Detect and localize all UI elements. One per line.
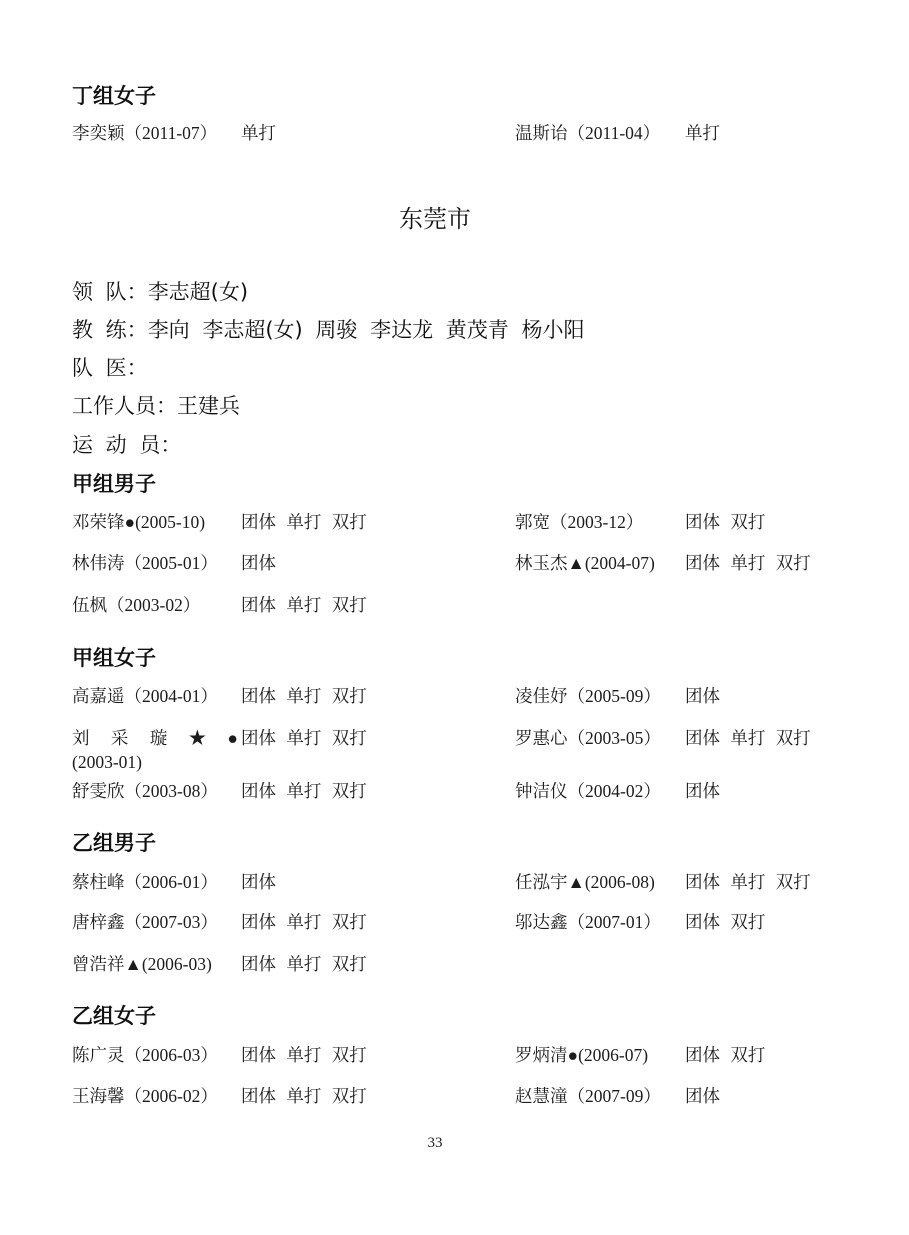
athlete-name: 曾浩祥▲(2006-03) xyxy=(72,954,212,974)
athlete-events: 团体 双打 xyxy=(685,912,766,932)
athlete-name: 温斯诒（2011-04） xyxy=(515,123,661,143)
group-heading-a-women: 甲组女子 xyxy=(72,646,156,670)
city-title: 东莞市 xyxy=(399,207,471,233)
athlete-name: 林玉杰▲(2004-07) xyxy=(515,553,655,573)
staff-line-coach xyxy=(72,317,584,343)
athlete-events: 团体 单打 双打 xyxy=(685,872,811,892)
group-heading-a-men: 甲组男子 xyxy=(72,472,156,496)
athlete-name: 邓荣锋●(2005-10) xyxy=(72,512,206,532)
staff-label: 领 队： xyxy=(72,280,148,304)
group-heading-b-men: 乙组男子 xyxy=(72,831,156,855)
athlete-name-line-1: 刘 采 璇 ★ ● xyxy=(72,728,238,748)
athlete-name: 舒雯欣（2003-08） xyxy=(72,781,218,801)
group-heading-ding-women: 丁组女子 xyxy=(72,84,156,108)
staff-line-worker xyxy=(72,393,240,419)
athlete-events: 团体 xyxy=(685,781,720,801)
athlete-events: 团体 单打 双打 xyxy=(241,954,367,974)
athlete-events: 单打 xyxy=(685,123,720,143)
staff-value: 李志超(女) xyxy=(147,280,249,304)
athletes-label: 运 动 员： xyxy=(72,433,182,457)
athlete-name: 伍枫（2003-02） xyxy=(72,595,201,615)
athlete-name: 高嘉遥（2004-01） xyxy=(72,686,218,706)
athlete-name: 凌佳妤（2005-09） xyxy=(515,686,661,706)
athlete-events: 团体 单打 双打 xyxy=(241,1045,367,1065)
athlete-events: 团体 单打 双打 xyxy=(241,595,367,615)
athlete-events: 团体 单打 双打 xyxy=(241,728,367,748)
athlete-name: 钟洁仪（2004-02） xyxy=(515,781,661,801)
athlete-name: 李奕颖（2011-07） xyxy=(72,123,218,143)
athlete-events: 团体 双打 xyxy=(685,1045,766,1065)
athlete-events: 团体 单打 双打 xyxy=(241,912,367,932)
athlete-name: 赵慧潼（2007-09） xyxy=(515,1086,661,1106)
staff-label: 工作人员： xyxy=(72,394,177,418)
athlete-events: 团体 单打 双打 xyxy=(241,781,367,801)
athlete-name: 唐梓鑫（2007-03） xyxy=(72,912,218,932)
athlete-name: 蔡柱峰（2006-01） xyxy=(72,872,218,892)
athlete-events: 团体 单打 双打 xyxy=(685,553,811,573)
athlete-events: 团体 单打 双打 xyxy=(241,512,367,532)
athlete-name: 罗炳清●(2006-07) xyxy=(515,1045,649,1065)
athlete-events: 团体 单打 双打 xyxy=(241,1086,367,1106)
athlete-name-line-2: (2003-01) xyxy=(72,752,142,772)
page-number: 33 xyxy=(427,1135,443,1151)
athlete-name: 罗惠心（2003-05） xyxy=(515,728,661,748)
athlete-events: 团体 xyxy=(241,872,276,892)
athlete-events: 团体 xyxy=(685,1086,720,1106)
athlete-events: 团体 单打 双打 xyxy=(241,686,367,706)
staff-line-doctor xyxy=(72,355,148,381)
athlete-name: 陈广灵（2006-03） xyxy=(72,1045,218,1065)
athlete-name: 邬达鑫（2007-01） xyxy=(515,912,661,932)
staff-value: 李向 李志超(女) 周骏 李达龙 黄茂青 杨小阳 xyxy=(147,318,585,342)
athlete-name: 任泓宇▲(2006-08) xyxy=(515,872,655,892)
athlete-name-wrapped xyxy=(72,726,238,774)
staff-label: 队 医： xyxy=(72,356,148,380)
group-heading-b-women: 乙组女子 xyxy=(72,1004,156,1028)
athlete-events: 团体 xyxy=(685,686,720,706)
athlete-name: 林伟涛（2005-01） xyxy=(72,553,218,573)
athlete-name: 王海馨（2006-02） xyxy=(72,1086,218,1106)
staff-line-leader xyxy=(72,279,248,305)
staff-value: 王建兵 xyxy=(177,394,240,418)
athlete-events: 单打 xyxy=(241,123,276,143)
staff-label: 教 练： xyxy=(72,318,148,342)
athlete-events: 团体 双打 xyxy=(685,512,766,532)
athlete-name: 郭宽（2003-12） xyxy=(515,512,644,532)
athlete-events: 团体 xyxy=(241,553,276,573)
athlete-events: 团体 单打 双打 xyxy=(685,728,811,748)
